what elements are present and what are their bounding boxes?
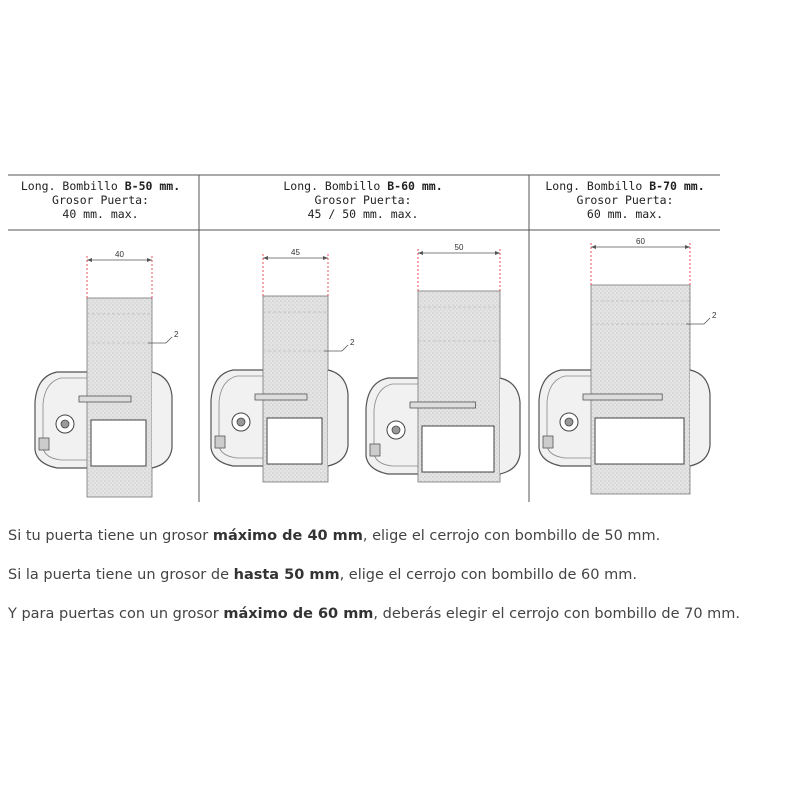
bolt bbox=[79, 396, 131, 402]
door-thickness-label: 40 bbox=[115, 250, 124, 259]
cylinder-slot bbox=[595, 418, 684, 464]
knob bbox=[215, 436, 225, 448]
escutcheon bbox=[328, 370, 348, 466]
knob bbox=[543, 436, 553, 448]
header-thickness-label: Grosor Puerta: bbox=[52, 193, 149, 207]
gear-hub bbox=[392, 426, 400, 434]
escutcheon bbox=[500, 378, 520, 474]
bolt bbox=[583, 394, 662, 400]
gear-hub bbox=[565, 418, 573, 426]
bolt bbox=[410, 402, 476, 408]
gap-label: 2 bbox=[174, 330, 179, 339]
header-thickness-label: Grosor Puerta: bbox=[314, 193, 412, 207]
gap-label: 2 bbox=[350, 338, 355, 347]
gap-leader bbox=[704, 318, 710, 324]
escutcheon bbox=[152, 372, 172, 468]
gear-hub bbox=[61, 420, 69, 428]
lock-cross-section bbox=[539, 237, 717, 494]
door-thickness-label: 45 bbox=[291, 248, 300, 257]
header-thickness-value: 45 / 50 mm. max. bbox=[307, 207, 419, 221]
cylinder-slot bbox=[267, 418, 322, 464]
header-size: B-60 mm. bbox=[387, 179, 443, 193]
escutcheon bbox=[690, 370, 710, 466]
gap-leader bbox=[166, 337, 172, 343]
door-thickness-label: 60 bbox=[636, 237, 645, 246]
lock-cross-section bbox=[211, 248, 355, 482]
column-header-b50 bbox=[8, 179, 193, 221]
cylinder-slot bbox=[91, 420, 146, 466]
header-label: Long. Bombillo bbox=[283, 179, 388, 193]
column-header-b70 bbox=[530, 179, 720, 221]
gap-leader bbox=[342, 345, 348, 351]
header-thickness-value: 40 mm. max. bbox=[62, 207, 139, 221]
gear-hub bbox=[237, 418, 245, 426]
lock-cross-section bbox=[35, 250, 179, 497]
description-text bbox=[8, 527, 798, 644]
header-label: Long. Bombillo bbox=[20, 179, 125, 193]
gap-label: 2 bbox=[712, 311, 717, 320]
header-label: Long. Bombillo bbox=[545, 179, 650, 193]
column-header-b60 bbox=[200, 179, 526, 221]
header-thickness-value: 60 mm. max. bbox=[586, 207, 664, 221]
door-thickness-label: 50 bbox=[454, 243, 464, 252]
description-line: Si la puerta tiene un grosor de hasta 50 mm, elige el cerrojo con bombillo de 60 mm. bbox=[8, 567, 637, 583]
header-size: B-70 mm. bbox=[649, 179, 705, 193]
header-size: B-50 mm. bbox=[124, 179, 181, 193]
description-line: Y para puertas con un grosor máximo de 60 mm, deberás elegir el cerrojo con bombillo de 70 mm. bbox=[8, 606, 741, 622]
knob bbox=[370, 444, 380, 456]
knob bbox=[39, 438, 49, 450]
header-thickness-label: Grosor Puerta: bbox=[576, 193, 674, 207]
bolt bbox=[255, 394, 307, 400]
cylinder-slot bbox=[422, 426, 494, 472]
lock-cross-section bbox=[366, 243, 520, 482]
description-line: Si tu puerta tiene un grosor máximo de 40 mm, elige el cerrojo con bombillo de 50 mm. bbox=[8, 528, 661, 544]
